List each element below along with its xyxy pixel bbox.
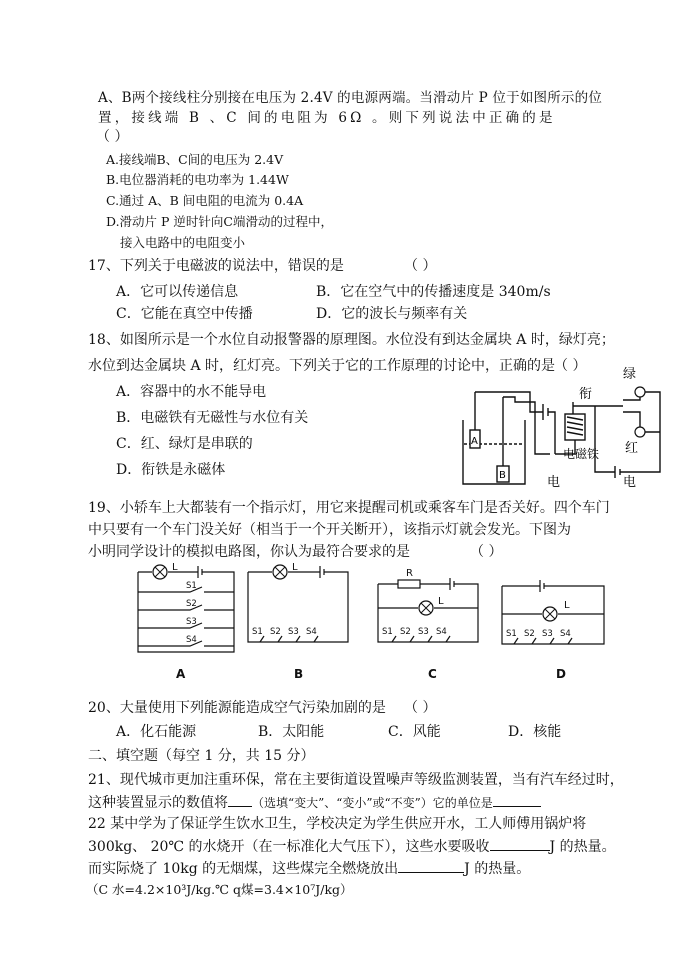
q16-stem-line1: A、B两个接线柱分别接在电压为 2.4V 的电源两端。当滑动片 P 位于如图所示的位 [98,90,603,106]
switch-label-a4: S4 [186,635,197,645]
lamp-label-a: L [172,562,178,573]
section2-title: 二、填空题（每空 1 分，共 15 分） [88,748,315,764]
q21-line2 [88,792,541,813]
q22-line1: 22 某中学为了保证学生饮水卫生，学校决定为学生供应开水，工人师傅用锅炉将 [88,816,587,832]
q22-constants: （C 水=4.2×10³J/kg.℃ q煤=3.4×10⁷J/kg） [86,882,353,897]
switch-label-d3: S3 [542,629,553,639]
switch-label-d4: S4 [560,629,571,639]
switch-label-b2: S2 [270,627,281,637]
q19-circuits-figure [130,562,620,687]
q18-option-c: C．红、绿灯是串联的 [116,436,253,452]
q19-stem-line3: 小明同学设计的模拟电路图，你认为最符合要求的是 [88,544,410,560]
circuit-label-b: B [294,667,304,681]
switch-label-c4: S4 [436,627,447,637]
red-lamp-icon [635,427,645,437]
q22-line2-a: 300kg、 20℃ 的水烧开（在一标准化大气压下），这些水要吸收 [88,839,490,855]
lamp-label-b: L [292,562,298,573]
green-lamp-icon [635,387,645,397]
label-green: 绿 [623,367,637,382]
q20-option-a: A．化石能源 [116,724,197,740]
label-armature: 衔 [579,387,593,402]
circuit-label-d: D [556,667,566,681]
circuit-label-c: C [428,667,437,681]
label-red: 红 [625,441,639,456]
q22-line2-b: J 的热量。 [549,839,616,855]
q18-stem-line1: 18、如图所示是一个水位自动报警器的原理图。水位没有到达金属块 A 时，绿灯亮； [88,332,615,348]
lamp-label-d: L [564,600,570,611]
q16-option-c: C.通过 A、B 间电阻的电流为 0.4A [106,193,304,208]
q18-option-a: A．容器中的水不能导电 [116,384,267,400]
q22-blank-2[interactable] [398,858,464,873]
switch-label-c1: S1 [382,627,393,637]
q16-option-b: B.电位器消耗的电功率为 1.44W [106,172,289,187]
switch-label-b4: S4 [306,627,317,637]
q22-line3 [88,858,530,879]
label-electromagnet: 电磁铁 [563,447,600,461]
q18-answer-paren: （ ） [554,358,587,374]
resistor-label: R [406,568,413,579]
label-metal-b: B [499,470,506,481]
q20-option-b: B．太阳能 [258,724,325,740]
q19-stem-line2: 中只要有一个车门没关好（相当于一个开关断开），该指示灯就会发光。下图为 [88,522,571,538]
label-power2: 电 [623,475,637,490]
q17-option-d: D．它的波长与频率有关 [316,306,468,322]
switch-label-c3: S3 [418,627,429,637]
q21-line2-b: （选填“变大”、“变小”或“不变”）它的单位是 [252,796,493,810]
q16-option-d: D.滑动片 P 逆时针向C端滑动的过程中， [106,214,333,229]
q17-option-b: B．它在空气中的传播速度是 340m/s [316,284,551,300]
q18-stem-line2: 水位到达金属块 A 时，红灯亮。下列关于它的工作原理的讨论中，正确的是 [88,358,556,374]
water-level-alarm-figure [455,362,665,492]
q19-answer-paren: （ ） [470,544,503,560]
switch-label-d1: S1 [506,629,517,639]
q20-answer-paren: （ ） [404,700,437,716]
circuit-label-a: A [176,667,186,681]
q20-option-d: D．核能 [508,724,562,740]
q17-answer-paren: （ ） [404,258,437,274]
q17-option-c: C．它能在真空中传播 [116,306,253,322]
switch-label-c2: S2 [400,627,411,637]
q22-line3-a: 而实际烧了 10kg 的无烟煤，这些煤完全燃烧放出 [88,861,399,877]
switch-label-a3: S3 [186,617,197,627]
switch-label-d2: S2 [524,629,535,639]
lamp-label-c: L [438,596,444,607]
q16-answer-paren: （ ） [96,129,129,145]
q20-option-c: C．风能 [388,724,441,740]
q18-option-d: D．衔铁是永磁体 [116,462,226,478]
q18-option-b: B．电磁铁有无磁性与水位有关 [116,410,309,426]
q16-stem-line2: 置，接线端 B 、C 间的电阻为 6Ω 。则下列说法中正确的是 [98,110,556,126]
switch-label-a1: S1 [186,581,197,591]
q17-option-a: A．它可以传递信息 [116,284,239,300]
label-metal-a: A [471,436,478,447]
q16-option-d-cont: 接入电路中的电阻变小 [120,235,246,250]
switch-label-b3: S3 [288,627,299,637]
q21-line2-a: 这种装置显示的数值将 [88,795,228,811]
q22-line3-b: J 的热量。 [464,861,531,877]
q22-line2 [88,836,616,857]
q21-line1: 21、现代城市更加注重环保，常在主要街道设置噪声等级监测装置，当有汽车经过时， [88,772,624,788]
q20-stem: 20、大量使用下列能源能造成空气污染加剧的是 [88,700,386,716]
q21-blank-1[interactable] [228,792,252,807]
q21-blank-2[interactable] [493,792,541,807]
label-power1: 电 [547,475,561,490]
switch-label-b1: S1 [252,627,263,637]
q16-option-a: A.接线端B、C间的电压为 2.4V [106,152,284,167]
q19-stem-line1: 19、小轿车上大都装有一个指示灯，用它来提醒司机或乘客车门是否关好。四个车门 [88,500,610,516]
q22-blank-1[interactable] [490,836,550,851]
q17-stem: 17、下列关于电磁波的说法中，错误的是 [88,258,344,274]
switch-label-a2: S2 [186,599,197,609]
